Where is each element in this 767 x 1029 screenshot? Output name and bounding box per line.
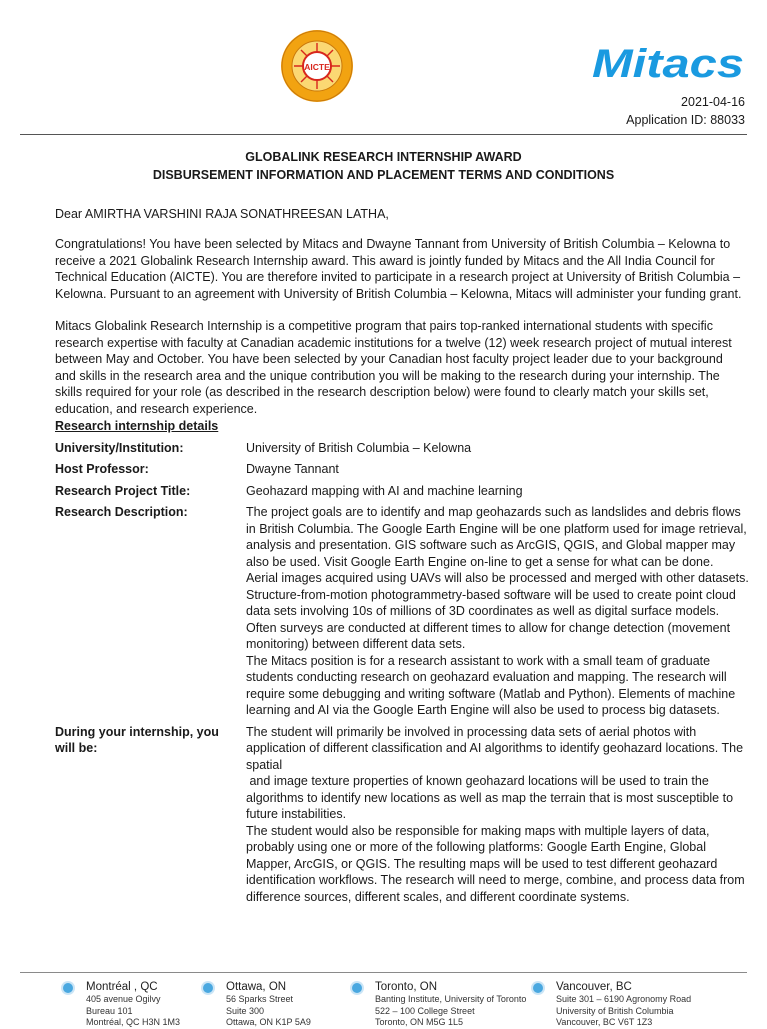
office-address-line: Suite 301 – 6190 Agronomy Road <box>556 994 692 1004</box>
header-divider <box>20 134 747 135</box>
description-paragraph: Aerial images acquired using UAVs will also be processed and merged with other datasets. Structure-from-motion photogrammetry-based software will be used to create point cloud data sets involving 10s of millions of 3D coordinates as well as digital surface models. Often surveys are conducted at different times to allow for change detection (movement monitoring) between different data sets. <box>246 571 749 651</box>
duties-paragraph: The student will primarily be involved in processing data sets of aerial photos with application of different classification and AI algorithms to identify geohazard locations. The spatial <box>246 724 744 772</box>
congratulations-paragraph: Congratulations! You have been selected by Mitacs and Dwayne Tannant from University of British Columbia – Kelowna to receive a 2021 Globalink Research Internship award. This award is jointly funded by Mitacs and the All India Council for Technical Education (AICTE). You are therefore invited to participate in a research project at University of British Columbia – Kelowna. Pursuant to an agreement with University of British Columbia – Kelowna, Mitacs will administer your funding grant. <box>55 237 742 301</box>
office-address-line: 522 – 100 College Street <box>375 1005 475 1016</box>
aicte-seal-logo <box>280 29 354 103</box>
description-label: Research Description: <box>55 505 188 519</box>
office-address-line: Vancouver, BC V6T 1Z3 <box>556 1017 653 1027</box>
university-value: University of British Columbia – Kelowna <box>246 440 472 455</box>
title-line-2: DISBURSEMENT INFORMATION AND PLACEMENT TERMS AND CONDITIONS <box>152 168 615 182</box>
mitacs-logo-text: Mitacs <box>592 44 744 82</box>
office-ottawa <box>226 980 311 1029</box>
office-vancouver <box>556 980 691 1029</box>
project-title-label: Research Project Title: <box>55 483 191 498</box>
office-address-line: 405 avenue Ogilvy <box>86 994 161 1004</box>
letter-meta <box>626 93 745 129</box>
university-label: University/Institution: <box>55 440 184 455</box>
duties-value <box>246 724 751 906</box>
location-dot-icon <box>533 983 543 993</box>
letter-date: 2021-04-16 <box>681 95 745 109</box>
office-address-line: Toronto, ON M5G 1L5 <box>375 1017 464 1027</box>
application-id: Application ID: 88033 <box>626 113 745 127</box>
title-line-1: GLOBALINK RESEARCH INTERNSHIP AWARD <box>245 150 522 164</box>
office-address-line: 56 Sparks Street <box>226 994 294 1004</box>
office-address-line: University of British Columbia <box>556 1005 674 1016</box>
aicte-seal-text: AICTE <box>304 62 330 72</box>
document-title <box>0 148 767 184</box>
details-heading: Research internship details <box>55 419 219 433</box>
duties-row <box>55 724 755 906</box>
office-city: Vancouver, BC <box>556 981 632 993</box>
duties-paragraph: The student would also be responsible for making maps with multiple layers of data, probably using one or more of the following platforms: Google Earth Engine, Global Mapper, ArcGIS, or QGIS. The resulting maps will be used to test different geohazard identification workflows. The research will need to merge, combine, and process data from difference sources, different scales, and different coordinate systems. <box>246 823 745 904</box>
project-title-row <box>55 483 755 500</box>
office-address-line: Banting Institute, University of Toronto <box>375 994 527 1004</box>
footer-divider <box>20 972 747 973</box>
professor-value: Dwayne Tannant <box>246 462 339 476</box>
duties-paragraph: and image texture properties of known geohazard locations will be used to train the algorithms to identify new locations as well as map the terrain that is most susceptible to future instabilities. <box>246 774 737 821</box>
office-address-line: Suite 300 <box>226 1005 265 1016</box>
office-city: Ottawa, ON <box>226 981 287 993</box>
office-city: Toronto, ON <box>375 981 437 993</box>
salutation: Dear AMIRTHA VARSHINI RAJA SONATHREESAN LATHA, <box>55 207 389 221</box>
university-row <box>55 440 755 457</box>
location-dot-icon <box>352 983 362 993</box>
location-dot-icon <box>63 983 73 993</box>
office-address-line: Montréal, QC H3N 1M3 <box>86 1017 181 1027</box>
office-address-line: Bureau 101 <box>86 1005 133 1016</box>
description-paragraph: The Mitacs position is for a research assistant to work with a small team of graduate students conducting research on geohazard evaluation and mapping. The research will require some debugging and writing software (Matlab and Python). Elements of machine learning and AI via the Google Earth Engine will also be used to process big datasets. <box>246 653 736 717</box>
office-address-line: Ottawa, ON K1P 5A9 <box>226 1017 311 1027</box>
office-city: Montréal , QC <box>86 981 158 993</box>
duties-label: During your internship, you will be: <box>55 724 219 755</box>
mitacs-logo <box>592 44 748 82</box>
office-montreal <box>86 980 180 1029</box>
program-paragraph: Mitacs Globalink Research Internship is a competitive program that pairs top-ranked international students with specific research expertise with faculty at Canadian academic institutions for a twelve (12) week research project of mutual interest between May and October. You have been selected by your Canadian host faculty project leader due to your background and skills in the research area and the unique contribution you will be making to the research during your internship. The skills required for your role (as described in the research description below) were found to clearly match your skills set, education, and research experience. <box>55 319 732 416</box>
office-toronto <box>375 980 526 1029</box>
description-value <box>246 504 751 719</box>
internship-details <box>55 418 755 905</box>
footer-offices <box>0 972 767 1025</box>
location-dot-icon <box>203 983 213 993</box>
professor-row <box>55 461 755 478</box>
professor-label: Host Professor: <box>55 462 149 476</box>
description-paragraph: The project goals are to identify and map geohazards such as landslides and debris flows in British Columbia. The Google Earth Engine will be one platform used for image retrieval, analysis and presentation. GIS software such as ArcGIS, QGIS, and Global mapper may also be used. Visit Google Earth Engine on-line to get a sense for what can be done. <box>246 505 747 569</box>
project-title-value: Geohazard mapping with AI and machine learning <box>246 483 523 498</box>
description-row <box>55 504 755 719</box>
